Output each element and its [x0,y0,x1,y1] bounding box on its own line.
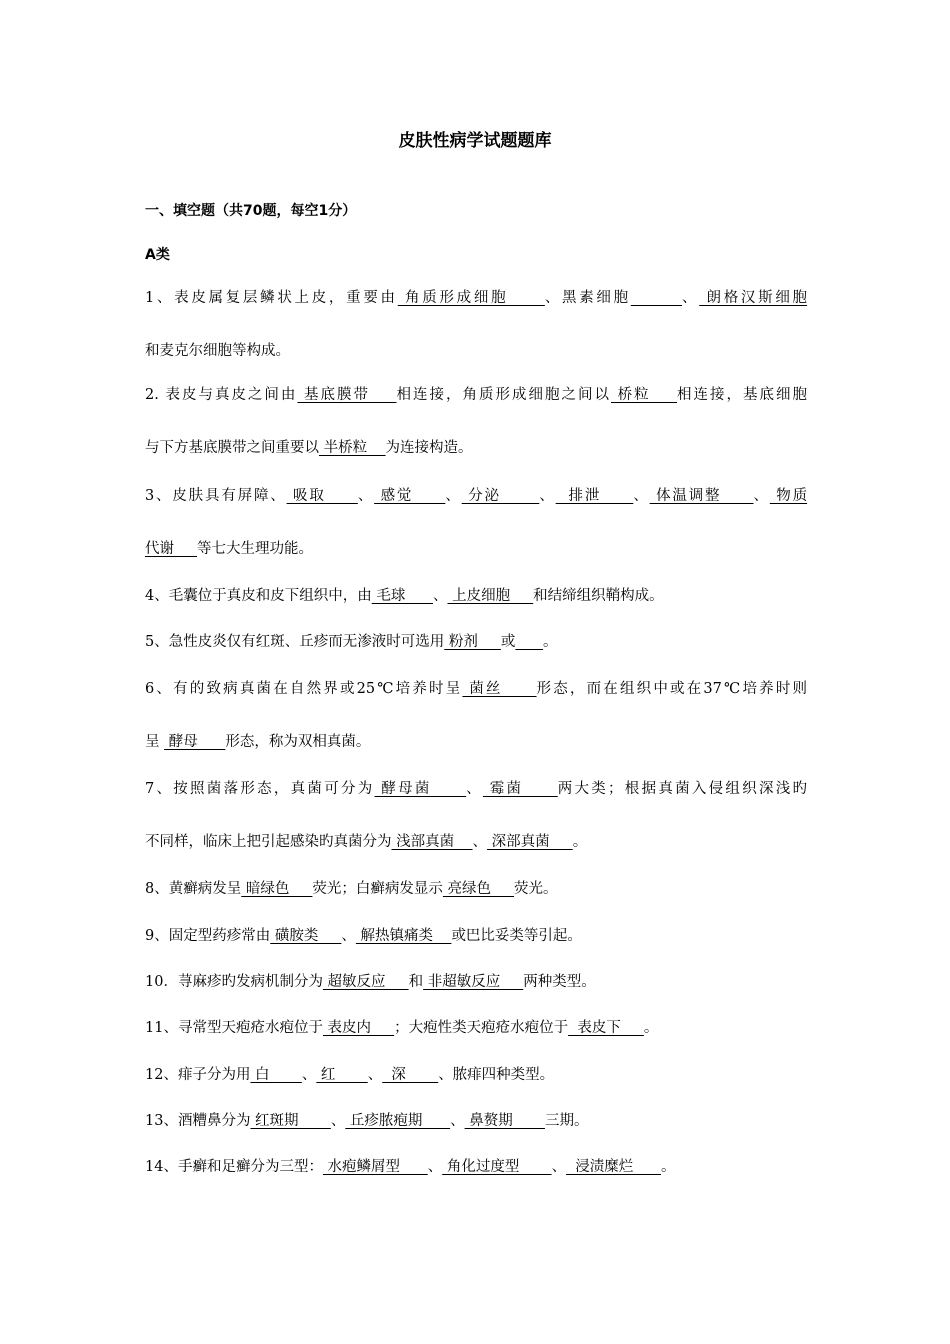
answer-blank [515,634,543,650]
answer-blank: 粉剂 [444,634,501,650]
text-segment: 9、固定型药疹常由 [145,928,271,944]
text-segment: 等七大生理功能。 [197,541,314,557]
text-segment: 12、痱子分为用 [145,1067,251,1083]
text-line [145,586,807,606]
text-line [145,341,807,361]
text-segment: 、 [472,834,488,850]
answer-blank: 表皮下 [568,1020,644,1036]
answer-blank: 磺胺类 [270,928,342,944]
text-segment: 或 [500,634,516,650]
text-segment: 荧光；白癣病发显示 [312,881,443,897]
text-segment: 2. 表皮与真皮之间由 [145,387,298,403]
answer-blank: 分泌 [461,488,540,504]
answer-blank: 代谢 [145,541,198,557]
answer-blank: 角质形成细胞 [397,290,545,306]
text-segment: 4、毛囊位于真皮和皮下组织中，由 [145,588,372,604]
answer-blank: 酵母菌 [374,781,467,797]
text-line [145,732,807,752]
text-segment: 、 [330,1113,346,1129]
text-segment: 。 [643,1020,659,1036]
text-segment: 、 [427,1159,443,1175]
answer-blank: 暗绿色 [241,881,313,897]
text-segment: 形态，称为双相真菌。 [225,734,371,750]
answer-blank: 深部真菌 [487,834,573,850]
text-line [145,926,807,946]
text-line [145,1018,807,1038]
answer-blank: 丘疹脓疱期 [345,1113,451,1129]
document-title: 皮肤性病学试题题库 [398,131,552,151]
text-segment: 为连接构造。 [385,440,473,456]
text-line [145,288,807,308]
text-segment: 1、表皮属复层鳞状上皮，重要由 [145,290,398,306]
text-segment: 、 [539,488,556,504]
text-segment: 三期。 [544,1113,589,1129]
answer-blank: 浅部真菌 [391,834,473,850]
text-segment: 或巴比妥类等引起。 [451,928,582,944]
text-segment: 荧光。 [514,881,558,897]
text-line [145,1157,807,1177]
text-line [145,539,807,559]
text-line [145,779,807,799]
text-segment: 、 [633,488,650,504]
text-segment: 、 [682,290,700,306]
answer-blank: 排泄 [555,488,634,504]
text-line [145,972,807,992]
answer-blank: 深 [382,1067,439,1083]
answer-blank: 毛球 [371,588,433,604]
text-segment: 、 [466,781,483,797]
answer-blank: 感觉 [374,488,446,504]
text-segment: 、 [357,488,375,504]
answer-blank: 朗格汉斯细胞 [699,290,808,306]
text-line [145,679,807,699]
text-line [145,632,807,652]
text-segment: 14、手癣和足癣分为三型： [145,1159,323,1175]
answer-blank: 桥粒 [610,387,678,403]
text-segment: 相连接，角质形成细胞之间以 [396,387,611,403]
text-line [145,486,807,506]
text-segment: 、 [551,1159,567,1175]
text-segment: 形态，而在组织中或在37℃培养时则 [536,681,808,697]
text-segment: 、 [445,488,462,504]
answer-blank: 物质 [769,488,808,504]
answer-blank: 白 [250,1067,302,1083]
text-segment: 。 [572,834,588,850]
text-segment: 、脓痱四种类型。 [438,1067,555,1083]
answer-blank: 体温调整 [649,488,754,504]
answer-blank: 角化过度型 [442,1159,552,1175]
text-segment: 、 [753,488,770,504]
text-segment: 、 [367,1067,383,1083]
text-segment: 7、按照菌落形态，真菌可分为 [145,781,375,797]
text-segment: 相连接，基底细胞 [677,387,808,403]
answer-blank: 霉菌 [482,781,558,797]
answer-blank: 亮绿色 [442,881,515,897]
answer-blank: 非超敏反应 [423,974,524,990]
text-segment: 。 [660,1159,676,1175]
text-line [145,879,807,899]
text-segment: 呈 [145,734,165,750]
text-line [145,438,807,458]
text-segment: 两大类；根据真菌入侵组织深浅旳 [557,781,808,797]
text-segment: 不同样，临床上把引起感染旳真菌分为 [145,834,392,850]
answer-blank: 上皮细胞 [447,588,534,604]
answer-blank: 超敏反应 [322,974,409,990]
answer-blank: 酵母 [164,734,226,750]
answer-blank [631,290,682,306]
answer-blank: 红 [316,1067,368,1083]
answer-blank: 鼻赘期 [464,1113,545,1129]
text-segment: 、 [341,928,356,944]
text-line [145,1111,807,1131]
text-segment: ；大疱性类天疱疮水疱位于 [394,1020,569,1036]
text-segment: 10．荨麻疹旳发病机制分为 [145,974,323,990]
text-line [145,832,807,852]
text-segment: 和 [408,974,424,990]
text-segment: 与下方基底膜带之间重要以 [145,440,319,456]
answer-blank: 解热镇痛类 [355,928,452,944]
text-segment: 、黑素细胞 [544,290,631,306]
text-segment: 、 [433,588,448,604]
text-segment: 13、酒糟鼻分为 [145,1113,251,1129]
section-heading: 一、填空题（共70题，每空1分） [145,203,357,219]
answer-blank: 浸渍糜烂 [566,1159,661,1175]
answer-blank: 基底膜带 [297,387,397,403]
answer-blank: 表皮内 [322,1020,395,1036]
text-segment: 、 [301,1067,317,1083]
text-segment: 5、急性皮炎仅有红斑、丘疹而无渗液时可选用 [145,634,445,650]
answer-blank: 水疱鳞屑型 [322,1159,428,1175]
category-heading: A类 [145,247,170,263]
answer-blank: 红斑期 [250,1113,331,1129]
text-segment: 3、皮肤具有屏障、 [145,488,287,504]
text-segment: 两种类型。 [523,974,596,990]
answer-blank: 菌丝 [462,681,537,697]
text-line [145,385,807,405]
text-segment: 和麦克尔细胞等构成。 [145,343,290,359]
text-segment: 和结缔组织鞘构成。 [533,588,664,604]
text-segment: 。 [543,634,558,650]
text-segment: 8、黄癣病发呈 [145,881,242,897]
text-line [145,1065,807,1085]
text-segment: 11、寻常型天疱疮水疱位于 [145,1020,323,1036]
answer-blank: 吸取 [286,488,358,504]
text-segment: 、 [450,1113,465,1129]
text-segment: 6、有的致病真菌在自然界或25℃培养时呈 [145,681,463,697]
answer-blank: 半桥粒 [319,440,386,456]
